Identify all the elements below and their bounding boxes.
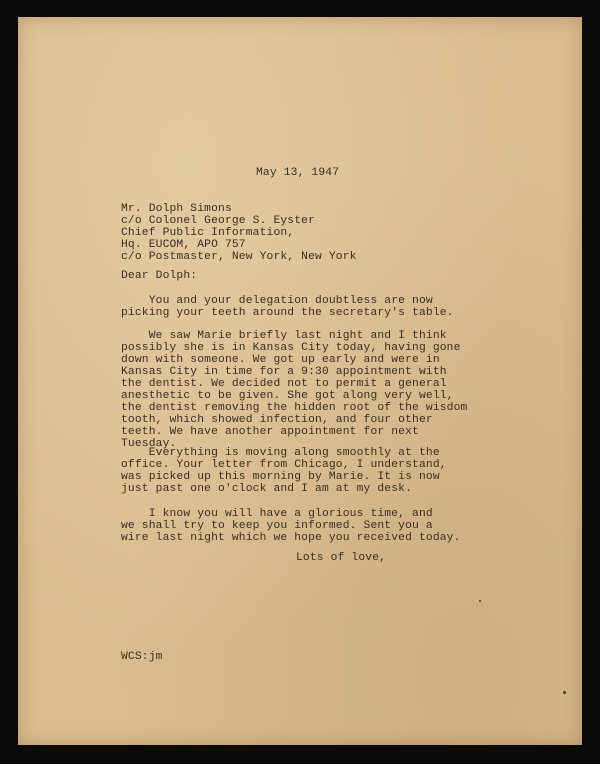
closing: Lots of love, <box>296 552 387 564</box>
paragraph-line: was picked up this morning by Marie. It is now <box>121 471 440 483</box>
address-line: Mr. Dolph Simons <box>121 203 232 215</box>
paragraph-4 <box>121 508 461 544</box>
recipient-address <box>121 203 357 263</box>
letter-page <box>18 17 582 745</box>
paragraph-line: Kansas City in time for a 9:30 appointment with <box>121 366 447 378</box>
paragraph-line: Everything is moving along smoothly at the <box>121 447 440 459</box>
address-line: Hq. EUCOM, APO 757 <box>121 239 246 251</box>
paragraph-line: the dentist removing the hidden root of the wisdom <box>121 402 468 414</box>
paragraph-line: wire last night which we hope you received today. <box>121 532 461 544</box>
paragraph-line: I know you will have a glorious time, and <box>121 508 433 520</box>
letter-date: May 13, 1947 <box>256 167 340 179</box>
paragraph-line: office. Your letter from Chicago, I understand, <box>121 459 447 471</box>
salutation: Dear Dolph: <box>121 270 198 282</box>
address-line: c/o Colonel George S. Eyster <box>121 215 316 227</box>
paragraph-line: tooth, which showed infection, and four other <box>121 414 433 426</box>
address-line: Chief Public Information, <box>121 227 295 239</box>
paragraph-line: we shall try to keep you informed. Sent you a <box>121 520 433 532</box>
address-line: c/o Postmaster, New York, New York <box>121 251 357 263</box>
paragraph-line: Tuesday. <box>121 438 177 450</box>
paper-speck <box>563 691 566 694</box>
typist-initials: WCS:jm <box>121 651 163 663</box>
paragraph-line: teeth. We have another appointment for next <box>121 426 419 438</box>
paragraph-line: picking your teeth around the secretary's table. <box>121 307 454 319</box>
paragraph-line: possibly she is in Kansas City today, having gone <box>121 342 461 354</box>
paragraph-3 <box>121 447 447 495</box>
paragraph-1 <box>121 295 454 319</box>
paragraph-line: anesthetic to be given. She got along very well, <box>121 390 454 402</box>
paper-speck <box>479 600 481 602</box>
paragraph-line: You and your delegation doubtless are now <box>121 295 433 307</box>
paragraph-line: the dentist. We decided not to permit a general <box>121 378 447 390</box>
paragraph-line: We saw Marie briefly last night and I think <box>121 330 447 342</box>
paragraph-line: just past one o'clock and I am at my desk. <box>121 483 413 495</box>
paragraph-line: down with someone. We got up early and were in <box>121 354 440 366</box>
paragraph-2 <box>121 330 467 450</box>
